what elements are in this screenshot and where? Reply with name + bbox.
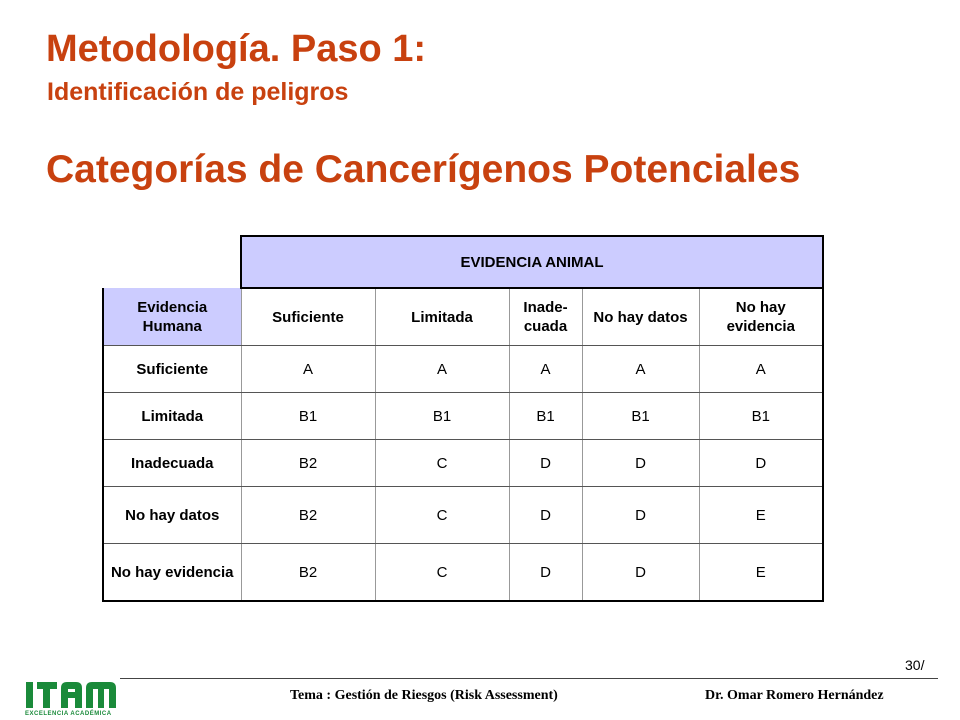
row-label: Suficiente (103, 346, 241, 393)
column-header: Limitada (375, 288, 509, 346)
table-cell: D (582, 440, 699, 487)
page-number: 30/ (905, 657, 925, 673)
table-cell: C (375, 487, 509, 544)
human-evidence-header: Evidencia Humana (103, 288, 241, 346)
table-cell: A (582, 346, 699, 393)
slide-heading: Categorías de Cancerígenos Potenciales (46, 148, 801, 191)
row-label: Inadecuada (103, 440, 241, 487)
row-label: No hay datos (103, 487, 241, 544)
table-cell: B2 (241, 440, 375, 487)
table-cell: C (375, 440, 509, 487)
table-cell: B1 (241, 393, 375, 440)
table-cell: B1 (582, 393, 699, 440)
table-cell: A (509, 346, 582, 393)
table-cell: D (582, 544, 699, 602)
table-row (103, 393, 823, 440)
footer-divider (120, 678, 938, 679)
table-cell: C (375, 544, 509, 602)
table-cell: A (241, 346, 375, 393)
table-cell: B2 (241, 544, 375, 602)
empty-corner (103, 236, 241, 288)
carcinogen-category-table (102, 235, 824, 602)
table-cell: D (699, 440, 823, 487)
slide-title: Metodología. Paso 1: (46, 28, 427, 70)
table-row (103, 346, 823, 393)
table-row (103, 544, 823, 602)
row-label: Limitada (103, 393, 241, 440)
table-cell: B1 (509, 393, 582, 440)
logo-tagline: EXCELENCIA ACADÉMICA (25, 711, 112, 717)
table-row (103, 440, 823, 487)
row-label: No hay evidencia (103, 544, 241, 602)
table-cell: A (699, 346, 823, 393)
table-cell: D (509, 487, 582, 544)
footer-author: Dr. Omar Romero Hernández (705, 688, 884, 703)
table-cell: D (509, 440, 582, 487)
table-cell: B2 (241, 487, 375, 544)
slide-subtitle: Identificación de peligros (47, 78, 349, 106)
column-header: Inade- cuada (509, 288, 582, 346)
table-cell: D (582, 487, 699, 544)
column-header: Suficiente (241, 288, 375, 346)
column-header: No hay datos (582, 288, 699, 346)
table-cell: E (699, 544, 823, 602)
table-cell: B1 (699, 393, 823, 440)
table-cell: E (699, 487, 823, 544)
table-row (103, 487, 823, 544)
table-cell: B1 (375, 393, 509, 440)
column-header: No hay evidencia (699, 288, 823, 346)
animal-evidence-header: EVIDENCIA ANIMAL (241, 236, 823, 288)
table-cell: D (509, 544, 582, 602)
footer-topic: Tema : Gestión de Riesgos (Risk Assessment) (290, 688, 558, 703)
table-cell: A (375, 346, 509, 393)
